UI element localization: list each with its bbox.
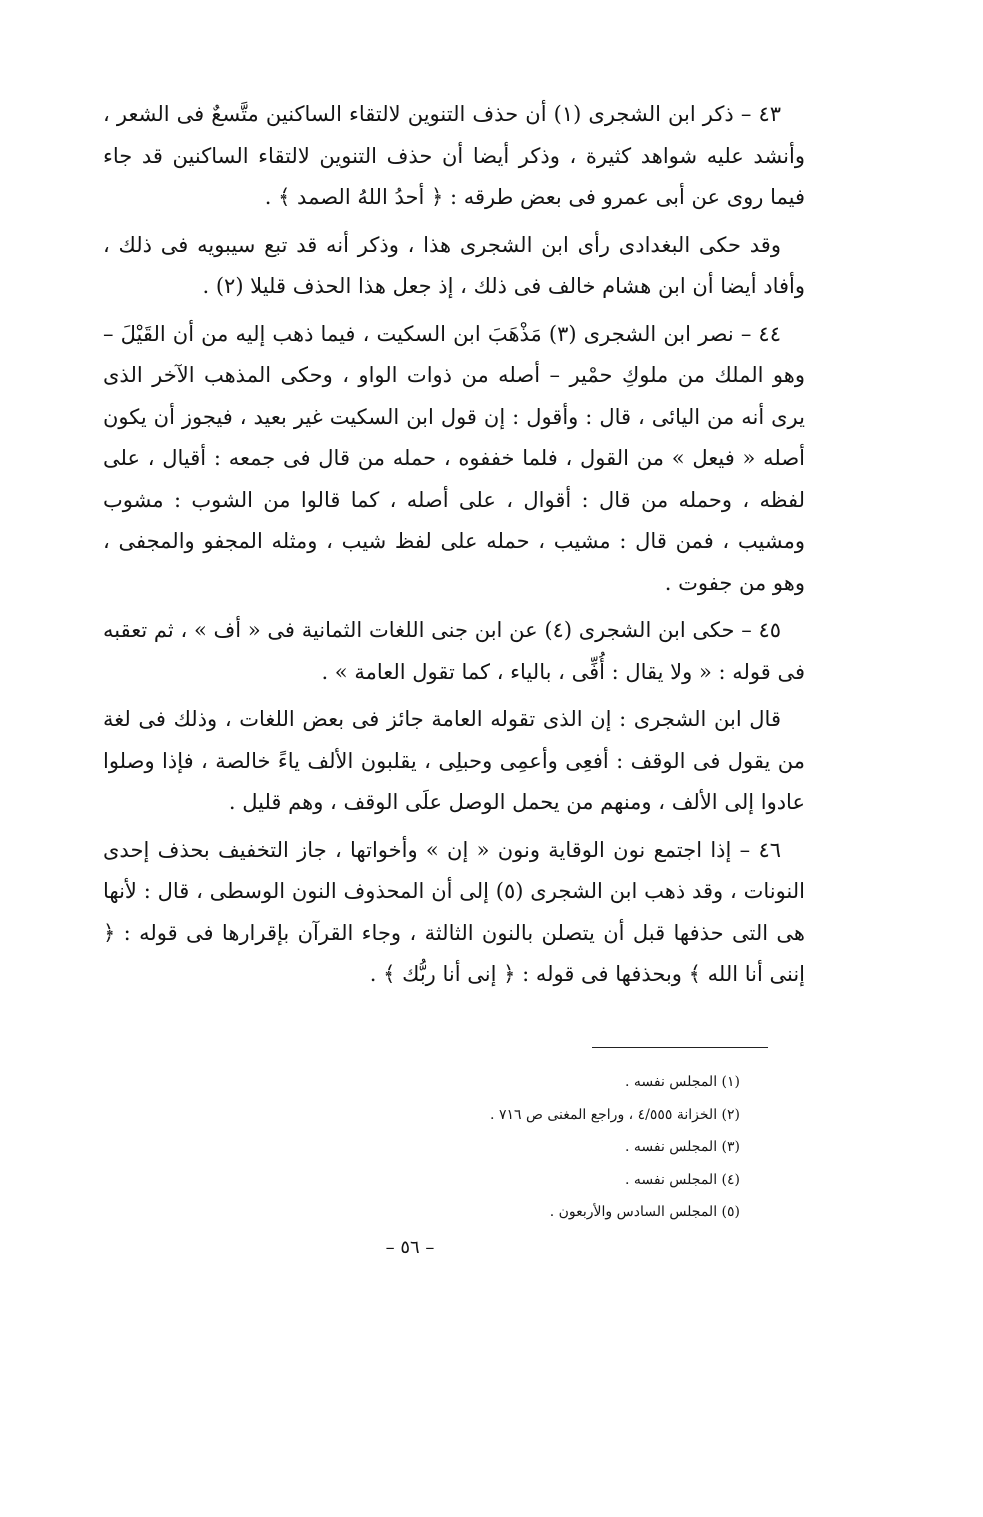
paragraph-45-continued: قال ابن الشجرى : إن الذى تقوله العامة جائز فى بعض اللغات ، وذلك فى لغة من يقول فى الوقف : أفعِى وأعمِى وحبلِى ، يقلبون الألف ياءً خالصة ، فإذا وصلوا عادوا إلى الألف ، ومنهم من يحمل الوصل علَى الوقف ، وهم قليل . [103,707,805,814]
footnote-4: (٤) المجلس نفسه . [624,1171,740,1188]
footnote-1: (١) المجلس نفسه . [624,1074,740,1090]
paragraph-45: ٤٥ – حكى ابن الشجرى (٤) عن ابن جنى اللغات الثمانية فى « أف » ، ثم تعقبه فى قوله : « ولا يقال : أُفِّى ، بالياء ، كما تقول العامة » . [103,618,805,684]
paragraph-46: ٤٦ – إذا اجتمع نون الوقاية ونون « إن » وأخواتها ، جاز التخفيف بحذف إحدى النونات ، وقد ذهب ابن الشجرى (٥) إلى أن المحذوف النون الوسطى ، قال : لأنها هى التى حذفها قبل أن يتصلن بالنون الثالثة ، وجاء القرآن بإقرارها فى قوله : ﴿ إننى أنا الله ﴾ وبحذفها فى قوله : ﴿ إنى أنا ربُّك ﴾ . [103,837,805,986]
main-text [103,94,805,996]
footnote-5: (٥) المجلس السادس والأربعون . [549,1204,740,1220]
footnote-2: (٢) الخزانة ٤/٥٥٥ ، وراجع المغنى ص ٧١٦ . [490,1106,740,1123]
footnotes [360,1066,740,1229]
footnote-divider [592,1047,768,1048]
page-number: – ٥٦ – [385,1237,435,1258]
paragraph-43: ٤٣ – ذكر ابن الشجرى (١) أن حذف التنوين لالتقاء الساكنين متَّسعٌ فى الشعر ، وأنشد عليه شواهد كثيرة ، وذكر أيضا أن حذف التنوين لالتقاء الساكنين قد جاء فيما روى عن أبى عمرو فى بعض طرقه : ﴿ أحدُ اللهُ الصمد ﴾ . [103,102,805,209]
footnote-3: (٣) المجلس نفسه . [624,1139,740,1155]
paragraph-44: ٤٤ – نصر ابن الشجرى (٣) مَذْهَبَ ابن السكيت ، فيما ذهب إليه من أن القَيْلَ – وهو الملك من ملوكِ حمْير – أصله من ذوات الواو ، وحكى المذهب الآخر الذى يرى أنه من اليائى ، قال : وأقول : إن قول ابن السكيت غير بعيد ، فيجوز أن يكون أصله « فيعل » من القول ، فلما خففوه ، حمله من قال فى جمعه : أقيال ، على لفظه ، وحمله من قال : أقوال ، على أصله ، كما قالوا من الشوب : مشوب ومشيب ، فمن قال : مشيب ، حمله على لفظ شيب ، ومثله المجفو والمجفى ، وهو من جفوت . [103,321,805,595]
paragraph-43-continued: وقد حكى البغدادى رأى ابن الشجرى هذا ، وذكر أنه قد تبع سيبويه فى ذلك ، وأفاد أيضا أن ابن هشام خالف فى ذلك ، إذ جعل هذا الحذف قليلا (٢) . [103,232,805,298]
